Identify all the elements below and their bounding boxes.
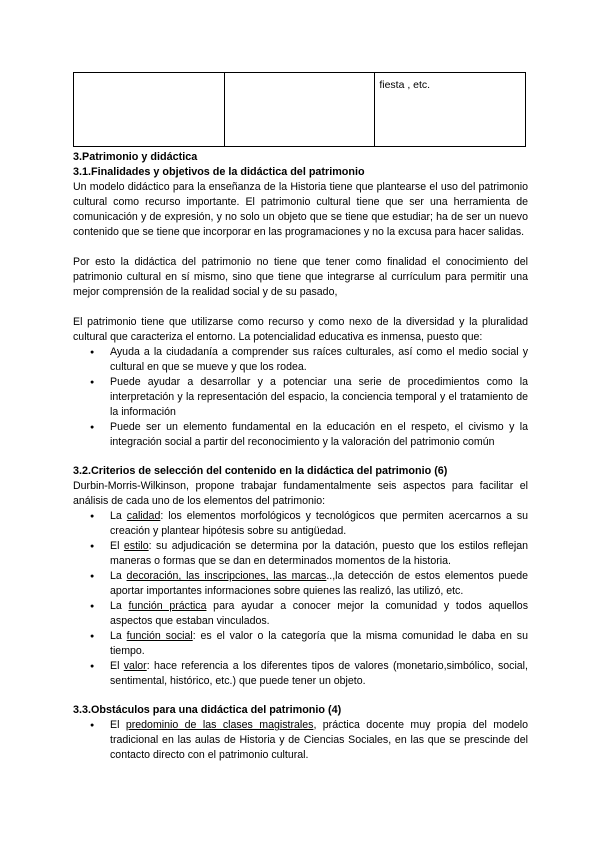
table-cell: fiesta , etc. <box>375 73 526 147</box>
section-3-3-heading: 3.3.Obstáculos para una didáctica del patrimonio (4) <box>73 704 342 716</box>
underlined-term: estilo <box>123 540 149 552</box>
list-item: ● Ayuda a la ciudadanía a comprender sus raíces culturales, así como el medio social y cultural en que se mueve y que los rodea. <box>110 345 528 375</box>
paragraph: El patrimonio tiene que utilizarse como recurso y como nexo de la diversidad y la pluralidad cultural que caracteriza el entorno. La potencialidad educativa es inmensa, puesto que: <box>73 316 528 343</box>
list-item: ● La calidad: los elementos morfológicos y tecnológicos que permiten acercarnos a su creación y plantear hipótesis sobre su antigüedad. <box>110 509 528 539</box>
continuation-table <box>73 72 526 147</box>
table-cell <box>74 73 225 147</box>
list-item: ● La función social: es el valor o la categoría que la misma comunidad le daba en su tiempo. <box>110 629 528 659</box>
bullet-list <box>73 345 528 450</box>
table-cell <box>224 73 375 147</box>
underlined-term: función social <box>126 630 193 642</box>
table-row <box>74 73 526 147</box>
underlined-term: función práctica <box>128 600 207 612</box>
underlined-term: valor <box>123 660 147 672</box>
list-item: ● La función práctica para ayudar a conocer mejor la comunidad y todos aquellos aspectos que estaban vinculados. <box>110 599 528 629</box>
section-3-2-heading: 3.2.Criterios de selección del contenido en la didáctica del patrimonio (6) <box>73 465 448 477</box>
paragraph: Por esto la didáctica del patrimonio no tiene que tener como finalidad el conocimiento del patrimonio cultural en sí mismo, sino que tiene que integrarse al currículum para permitir una mejor comprensión de la realidad social y de su pasado, <box>73 256 528 298</box>
list-item: ● El valor: hace referencia a los diferentes tipos de valores (monetario,simbólico, social, sentimental, histórico, etc.) que puede tener un objeto. <box>110 659 528 689</box>
underlined-term: decoración, las inscripciones, las marcas <box>126 570 327 582</box>
criteria-list <box>73 509 528 689</box>
list-item: ● El predominio de las clases magistrales, práctica docente muy propia del modelo tradicional en las aulas de Historia y de Ciencias Sociales, en las que se prescinde del contacto directo con el patrimonio cultural. <box>110 718 528 763</box>
section-3-heading: 3.Patrimonio y didáctica <box>73 151 198 163</box>
list-item: ● Puede ser un elemento fundamental en la educación en el respeto, el civismo y la integración social a partir del reconocimiento y la valoración del patrimonio común <box>110 420 528 450</box>
list-item: ● El estilo: su adjudicación se determina por la datación, puesto que los estilos reflejan maneras o formas que se dan en determinados momentos de la historia. <box>110 539 528 569</box>
section-3-1-heading: 3.1.Finalidades y objetivos de la didáctica del patrimonio <box>73 166 365 178</box>
paragraph: Durbin-Morris-Wilkinson, propone trabajar fundamentalmente seis aspectos para facilitar el análisis de cada uno de los elementos del patrimonio: <box>73 480 528 507</box>
list-item: ● Puede ayudar a desarrollar y a potenciar una serie de procedimientos como la interpretación y la representación del espacio, la conciencia temporal y el tratamiento de la información <box>110 375 528 420</box>
list-item: ● La decoración, las inscripciones, las marcas..,la detección de estos elementos puede aportar importantes informaciones sobre quienes las realizó, las utilizó, etc. <box>110 569 528 599</box>
underlined-term: predominio de las clases magistrales <box>125 719 314 731</box>
obstacles-list <box>73 718 528 763</box>
underlined-term: calidad <box>126 510 161 522</box>
paragraph: Un modelo didáctico para la enseñanza de la Historia tiene que plantearse el uso del patrimonio cultural como recurso importante. El patrimonio cultural tiene que ser una herramienta de comunicación y de expresión, y no solo un objeto que se tiene que estudiar; ha de ser un nuevo contenido que se tiene que incorporar en las programaciones y no la excusa para hacer salidas. <box>73 181 528 238</box>
document-body <box>73 150 528 763</box>
